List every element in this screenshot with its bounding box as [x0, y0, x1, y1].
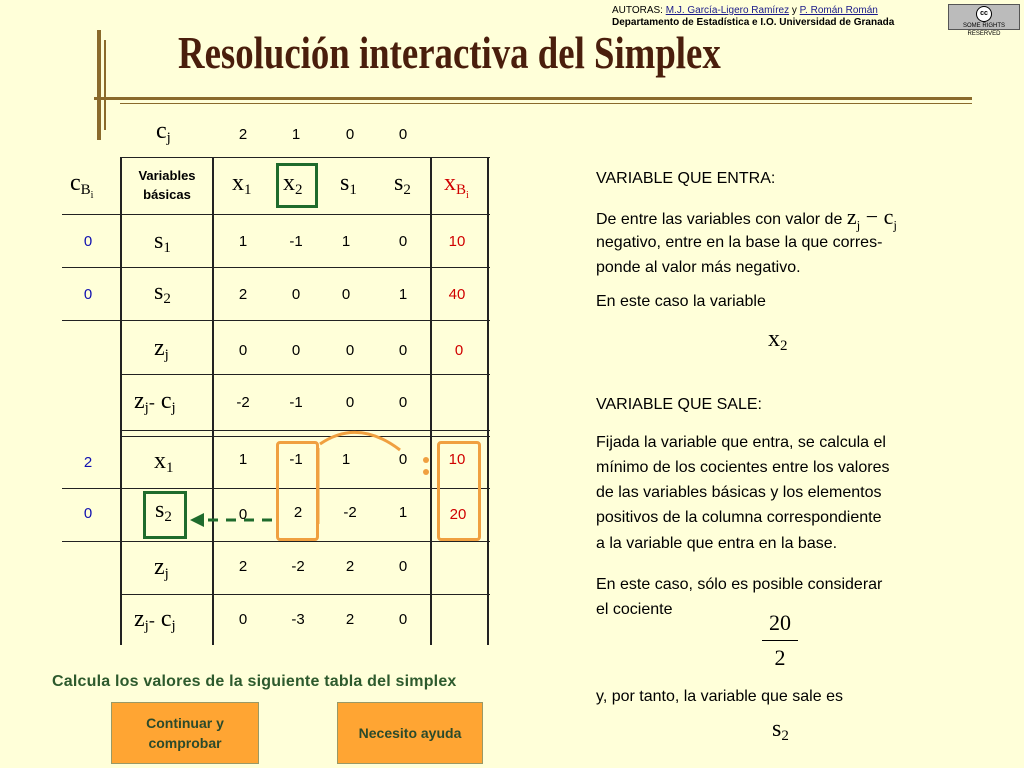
- cj-value: 0: [345, 126, 355, 143]
- basic-var-s1: $s_1$: [154, 228, 171, 256]
- ratio-fraction: [762, 610, 798, 671]
- table-cell: 1: [341, 451, 351, 468]
- zj-xb-value: 0: [454, 342, 464, 359]
- table-line: [120, 594, 490, 595]
- zj-value: 0: [345, 342, 355, 359]
- leave-case-line: el cociente: [596, 601, 673, 618]
- table-line: [212, 157, 214, 645]
- table-cell: -1: [289, 451, 303, 468]
- table-line: [120, 157, 122, 645]
- table-cell: 1: [398, 286, 408, 303]
- cj-value: 1: [291, 126, 301, 143]
- department: Departamento de Estadística e I.O. Universidad de Granada: [612, 17, 895, 28]
- zj-cj-value: 2: [345, 611, 355, 628]
- zj-label: $z_j$: [154, 335, 169, 363]
- table-cell: 0: [291, 286, 301, 303]
- instruction-text: Calcula los valores de la siguiente tabla del simplex: [52, 673, 457, 690]
- basic-vars-header: Variables básicas: [138, 168, 196, 202]
- zj-value: 0: [398, 342, 408, 359]
- table-line: [62, 214, 490, 215]
- cc-icon: cc: [976, 6, 992, 22]
- leave-case-line: En este caso, sólo es posible considerar: [596, 576, 883, 593]
- basic-var-x1: $x_1$: [154, 448, 174, 476]
- zj-cj-value: 0: [238, 611, 248, 628]
- zj-value: -2: [291, 558, 305, 575]
- leaving-variable: $s_2$: [772, 716, 789, 744]
- decor-vertical-bar: [97, 30, 101, 140]
- enter-title: VARIABLE QUE ENTRA:: [596, 170, 776, 187]
- ratio-arc: [320, 432, 400, 450]
- zj-cj-value: 0: [398, 611, 408, 628]
- decor-horizontal-bar: [94, 97, 972, 100]
- zj-cj-value: -2: [236, 394, 250, 411]
- cb-value: 0: [83, 233, 93, 250]
- cj-value: 0: [398, 126, 408, 143]
- col-header-s1: $s_1$: [340, 170, 357, 198]
- leave-text-line: mínimo de los cocientes entre los valores: [596, 459, 890, 476]
- table-cell: 0: [238, 506, 248, 523]
- zj-cj-formula: $z_j - c_j$: [846, 204, 898, 233]
- zj-cj-value: -3: [291, 611, 305, 628]
- cb-value: 2: [83, 454, 93, 471]
- author1-link[interactable]: M.J. García-Ligero Ramírez: [665, 5, 790, 16]
- xb-value: 10: [448, 451, 466, 468]
- cb-label: $c_{B_i}$: [70, 170, 94, 201]
- cb-value: 0: [83, 505, 93, 522]
- ratio-dot: [423, 457, 429, 463]
- leave-text-line: a la variable que entra en la base.: [596, 535, 838, 552]
- zj-label: $z_j$: [154, 554, 169, 582]
- table-cell: 0: [398, 233, 408, 250]
- table-cell: 1: [341, 233, 351, 250]
- table-line: [120, 374, 490, 375]
- basic-var-s2: $s_2$: [155, 497, 172, 525]
- table-cell: 0: [398, 451, 408, 468]
- help-button[interactable]: Necesito ayuda: [337, 702, 483, 764]
- cj-label: $c_j$: [156, 118, 171, 146]
- decor-vertical-bar: [104, 40, 106, 130]
- leave-conclusion: y, por tanto, la variable que sale es: [596, 688, 843, 705]
- table-cell: 1: [238, 451, 248, 468]
- entering-variable: $x_2$: [768, 326, 788, 354]
- enter-text-line: negativo, entre en la base la que corres-: [596, 234, 883, 251]
- table-cell: 2: [238, 286, 248, 303]
- col-header-xb: $x_{B_i}$: [444, 170, 469, 201]
- leave-text-line: positivos de la columna correspondiente: [596, 509, 882, 526]
- xb-value: 20: [449, 506, 467, 523]
- zj-cj-label: $z_j-$ $c_j$: [134, 388, 176, 416]
- col-header-x1: $x_1$: [232, 170, 252, 198]
- page-title: Resolución interactiva del Simplex: [178, 27, 721, 78]
- leave-title: VARIABLE QUE SALE:: [596, 396, 762, 413]
- col-header-s2: $s_2$: [394, 170, 411, 198]
- xb-value: 10: [448, 233, 466, 250]
- zj-cj-label: $z_j-$ $c_j$: [134, 606, 176, 634]
- table-cell: -1: [289, 233, 303, 250]
- table-cell: -2: [343, 504, 357, 521]
- zj-cj-value: -1: [289, 394, 303, 411]
- col-header-x2: $x_2$: [283, 170, 303, 198]
- table-cell: 1: [238, 233, 248, 250]
- authors-prefix: AUTORAS:: [612, 5, 663, 16]
- table-line: [120, 157, 490, 158]
- continue-button[interactable]: Continuar y comprobar: [111, 702, 259, 764]
- author2-link[interactable]: P. Román Román: [799, 5, 878, 16]
- fraction-numerator: 20: [769, 610, 791, 635]
- authors-line: [612, 4, 878, 17]
- zj-value: 2: [238, 558, 248, 575]
- ratio-arrows: [180, 430, 440, 540]
- table-line: [62, 267, 490, 268]
- table-line: [487, 157, 489, 645]
- table-line: [62, 320, 490, 321]
- zj-cj-value: 0: [345, 394, 355, 411]
- enter-text-line: ponde al valor más negativo.: [596, 259, 801, 276]
- cb-value: 0: [83, 286, 93, 303]
- table-cell: 1: [398, 504, 408, 521]
- ratio-dot: [423, 469, 429, 475]
- leave-text-line: de las variables básicas y los elementos: [596, 484, 882, 501]
- license-text: SOME RIGHTS RESERVED: [962, 23, 1005, 37]
- table-line: [62, 541, 490, 542]
- enter-case: En este caso la variable: [596, 293, 766, 310]
- zj-cj-value: 0: [398, 394, 408, 411]
- enter-text-line: De entre las variables con valor de $z_j - c_j$: [596, 204, 898, 233]
- authors-and: y: [791, 5, 797, 16]
- zj-value: 0: [291, 342, 301, 359]
- zj-value: 2: [345, 558, 355, 575]
- basic-var-s2: $s_2$: [154, 279, 171, 307]
- pivot-cell: 2: [293, 504, 303, 521]
- table-line: [430, 157, 432, 645]
- cc-license-badge[interactable]: [948, 4, 1020, 37]
- zj-value: 0: [238, 342, 248, 359]
- zj-value: 0: [398, 558, 408, 575]
- fraction-bar: [762, 640, 798, 641]
- leave-text-line: Fijada la variable que entra, se calcula el: [596, 434, 886, 451]
- decor-horizontal-bar: [120, 103, 972, 104]
- fraction-denominator: 2: [774, 645, 786, 670]
- table-cell: 0: [341, 286, 351, 303]
- cj-value: 2: [238, 126, 248, 143]
- pivot-arrow-head: [190, 513, 204, 527]
- xb-value: 40: [448, 286, 466, 303]
